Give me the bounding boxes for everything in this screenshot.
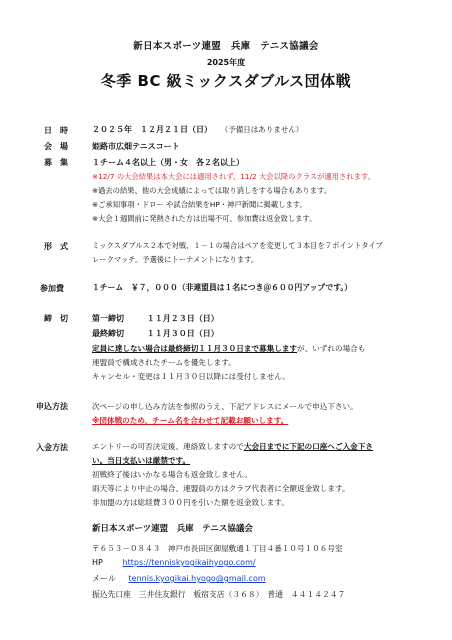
date-value <box>92 124 303 135</box>
venue-value: 姫路市広畑テニスコート <box>92 142 180 151</box>
deadline-emphasis: 定員に達しない場合は最終締切１１月３０日まで募集します <box>92 344 298 353</box>
footer-address: 〒６５３－０８４３ 神戸市長田区御屋敷通１丁目４番１０号１０６号室 <box>92 544 343 553</box>
deadline-final-date: １１月３０日（日） <box>146 329 219 338</box>
footer-bank: 振込先口座 三井住友銀行 板宿支店（３６８） 普通 ４４１４２４７ <box>92 590 346 599</box>
email-link[interactable]: tennis.kyogikai.hyogo@gmail.com <box>128 574 266 583</box>
recruit-note-4: ※大会１週間前に発熱された方は出場不可、参加費は返金致します。 <box>92 214 317 223</box>
year-label: 2025年度 <box>206 58 246 67</box>
recruit-note-3: ※ご承知事項・ドロー や試合結果をHP・神戸新聞に掲載します。 <box>92 200 307 209</box>
footer-hp-label: HP <box>92 558 103 567</box>
payment-line-1-underlined: 大会日までに下記の口座へご入金下さ <box>243 442 373 451</box>
deadline-line-1 <box>92 343 365 354</box>
date-note: （予備日はありません） <box>220 125 304 134</box>
deadline-final-label: 最終締切 <box>92 329 124 338</box>
payment-label: 入金方法 <box>36 443 68 452</box>
page-title: 冬季 BC 級ミックスダブルス団体戦 <box>100 72 352 90</box>
org-title: 新日本スポーツ連盟 兵庫 テニス協議会 <box>133 41 319 52</box>
payment-line-3: 初戦終了後はいかなる場合も返金致しません。 <box>92 470 252 479</box>
payment-line-5: 非加盟の方は総経費３００円を引いた額を返金致します。 <box>92 498 289 507</box>
format-label: 形 式 <box>44 242 68 251</box>
deadline-first-date: １１月２３日（日） <box>146 314 219 323</box>
footer-mail <box>92 573 266 584</box>
payment-line-2: い。当日支払いは厳禁です。 <box>92 456 191 465</box>
homepage-link[interactable]: https://tenniskyogikaihyogo.com/ <box>122 558 256 567</box>
apply-line-1: 次ページの申し込み方法を参照のうえ、下記アドレスにメールで申込下さい。 <box>92 402 358 411</box>
payment-line-4: 雨天等により中止の場合、連盟員の方はクラブ代表者に全額返金致します。 <box>92 484 350 493</box>
payment-line-1-plain: エントリーの可否決定後、連絡致しますので <box>92 442 244 451</box>
deadline-line-1-rest: が、いずれの場合も <box>297 344 366 353</box>
footer-mail-label: メール <box>92 574 116 583</box>
fee-label: 参加費 <box>40 284 64 293</box>
apply-label: 申込方法 <box>36 402 68 411</box>
venue-label: 会 場 <box>44 142 68 151</box>
deadline-first-label: 第一締切 <box>92 314 124 323</box>
recruit-note-1: ※12/7 の大会結果は本大会には適用されず、11/2 大会以降のクラスが適用されます。 <box>92 172 375 181</box>
recruit-label: 募 集 <box>44 158 68 167</box>
recruit-note-2: ※過去の結果、他の大会成績によっては取り消しをする場合もあります。 <box>92 186 332 195</box>
apply-line-2: ※団体戦のため、チーム名を合わせて記載お願いします。 <box>92 416 289 425</box>
footer-hp <box>92 558 256 567</box>
deadline-final <box>92 328 219 339</box>
deadline-line-2: 連盟員で構成されたチームを優先します。 <box>92 358 236 367</box>
deadline-label: 締 切 <box>44 314 68 323</box>
deadline-first <box>92 313 219 324</box>
format-line-2: レークマッチ。予選後にトーナメントになります。 <box>92 255 259 264</box>
footer-org: 新日本スポーツ連盟 兵庫 テニス協議会 <box>92 524 253 534</box>
date-label: 日 時 <box>44 126 68 135</box>
recruit-value: １チーム４名以上（男・女 各２名以上） <box>92 158 244 167</box>
deadline-line-3: キャンセル・変更は１１月３０日以降には受付しません。 <box>92 372 290 381</box>
payment-line-1 <box>92 441 373 452</box>
format-line-1: ミックスダブルス２本で対戦、１－１の場合はペアを変更して３本目を７ポイントタイブ <box>92 241 383 250</box>
fee-value: １チーム ￥７，０００（非連盟員は１名につき＠６００円アップです。） <box>92 283 353 292</box>
date-text: ２０２５年 １２月２１日（日） <box>92 125 212 134</box>
